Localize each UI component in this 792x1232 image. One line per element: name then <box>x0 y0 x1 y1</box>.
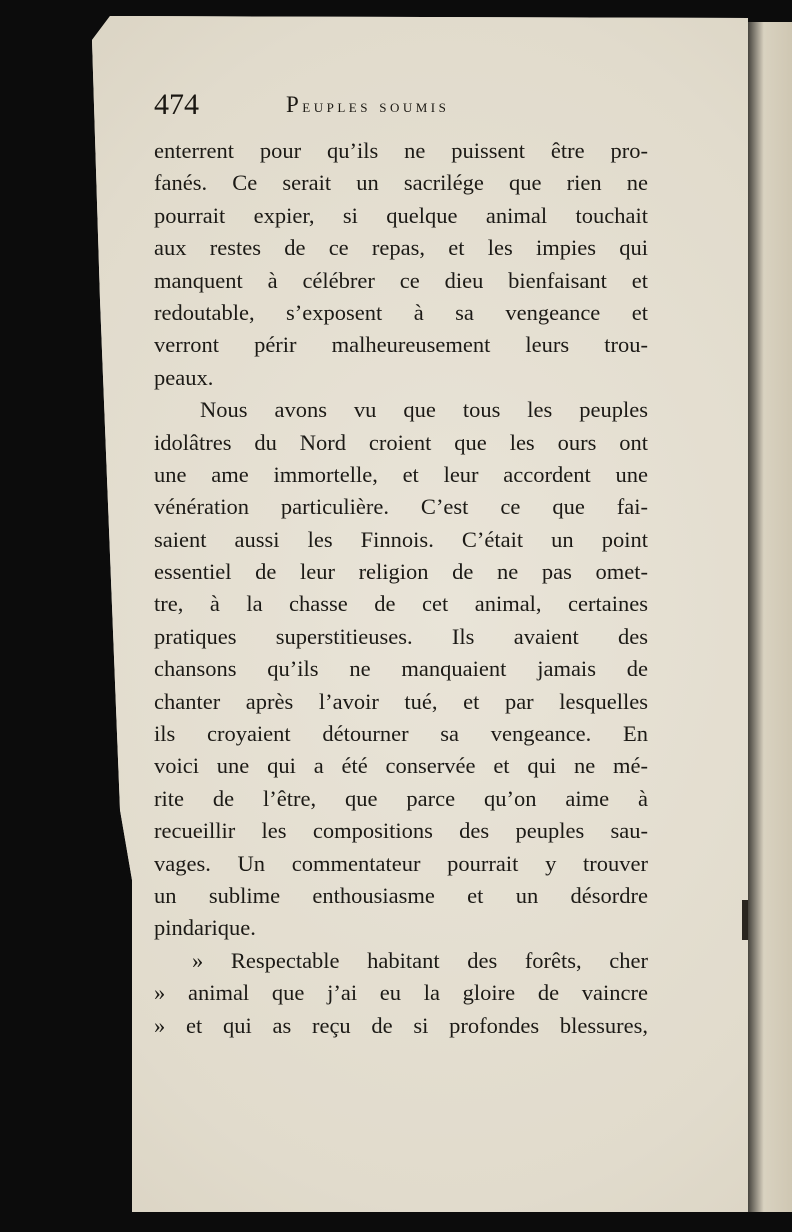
text-line: vénération particulière. C’est ce que fai- <box>154 494 648 520</box>
text-line: » et qui as reçu de si profondes blessures, <box>154 1012 648 1038</box>
text-line: chansons qu’ils ne manquaient jamais de <box>154 656 648 682</box>
text-line: » animal que j’ai eu la gloire de vaincre <box>154 980 648 1006</box>
text-line: » Respectable habitant des forêts, cher <box>192 947 648 973</box>
text-line: tre, à la chasse de cet animal, certaines <box>154 591 648 617</box>
text-line: saient aussi les Finnois. C’était un point <box>154 526 648 552</box>
page-number: 474 <box>154 88 199 121</box>
adjacent-page-edge <box>745 22 792 1212</box>
text-line: une ame immortelle, et leur accordent une <box>154 461 648 487</box>
text-line: redoutable, s’exposent à sa vengeance et <box>154 299 648 325</box>
text-line: pourrait expier, si quelque animal touchait <box>154 202 648 228</box>
text-line: enterrent pour qu’ils ne puissent être pro- <box>154 138 648 163</box>
text-line: pindarique. <box>154 915 256 941</box>
text-line: voici une qui a été conservée et qui ne mé- <box>154 753 648 779</box>
body-text <box>154 135 648 1042</box>
running-head-rest: euples soumis <box>302 96 450 117</box>
text-line: recueillir les compositions des peuples sau- <box>154 818 648 844</box>
text-line: vages. Un commentateur pourrait y trouver <box>154 850 648 876</box>
text-line: pratiques superstitieuses. Ils avaient des <box>154 623 648 649</box>
text-line: Nous avons vu que tous les peuples <box>200 397 648 423</box>
text-line: essentiel de leur religion de ne pas omet- <box>154 559 648 585</box>
text-line: chanter après l’avoir tué, et par lesquelles <box>154 688 648 714</box>
text-line: un sublime enthousiasme et un désordre <box>154 882 648 908</box>
page-header <box>150 88 650 128</box>
text-line: manquent à célébrer ce dieu bienfaisant et <box>154 267 648 293</box>
text-line: peaux. <box>154 364 214 390</box>
text-line: verront périr malheureusement leurs trou- <box>154 332 648 358</box>
page-edge-mark <box>742 900 748 940</box>
text-line: idolâtres du Nord croient que les ours ont <box>154 429 648 455</box>
text-line: fanés. Ce serait un sacrilége que rien ne <box>154 170 648 196</box>
text-line: ils croyaient détourner sa vengeance. En <box>154 721 648 747</box>
text-line: aux restes de ce repas, et les impies qui <box>154 235 648 261</box>
text-line: rite de l’être, que parce qu’on aime à <box>154 785 648 811</box>
running-head-initial: P <box>286 92 303 117</box>
running-head <box>286 92 449 118</box>
